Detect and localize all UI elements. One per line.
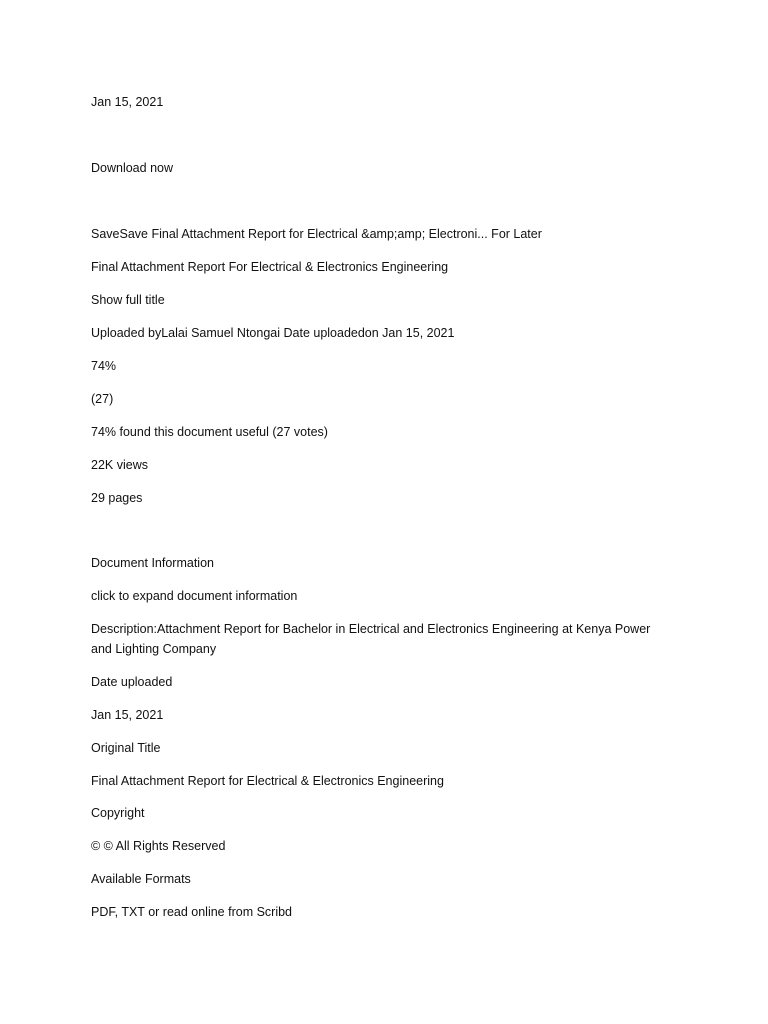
show-full-title-link[interactable] (91, 290, 671, 310)
download-now-link[interactable] (91, 158, 671, 178)
save-for-later-label[interactable]: SaveSave Final Attachment Report for Electrical &amp;amp; Electroni... For Later (91, 227, 542, 241)
upload-date: Jan 15, 2021 (91, 95, 164, 109)
original-title-value: Final Attachment Report for Electrical & Electronics Engineering (91, 774, 444, 788)
expand-document-information-label[interactable]: click to expand document information (91, 589, 298, 603)
view-count: 22K views (91, 458, 148, 472)
copyright-label: Copyright (91, 806, 145, 820)
useful-text: 74% found this document useful (27 votes) (91, 425, 328, 439)
original-title-label: Original Title (91, 741, 161, 755)
save-for-later-link[interactable] (91, 224, 671, 244)
uploaded-by-line: Uploaded byLalai Samuel Ntongai Date uploadedon Jan 15, 2021 (91, 326, 455, 340)
date-uploaded-label: Date uploaded (91, 675, 173, 689)
download-now-label[interactable]: Download now (91, 161, 173, 175)
document-information-heading: Document Information (91, 556, 214, 570)
available-formats-value: PDF, TXT or read online from Scribd (91, 905, 293, 919)
rating-percent[interactable]: 74% (91, 359, 117, 373)
show-full-title-label[interactable]: Show full title (91, 293, 165, 307)
expand-document-information-link[interactable] (91, 586, 671, 606)
document-title: Final Attachment Report For Electrical & Electronics Engineering (91, 260, 449, 274)
date-uploaded-value: Jan 15, 2021 (91, 708, 164, 722)
available-formats-label: Available Formats (91, 872, 191, 886)
document-description: Description:Attachment Report for Bachelor in Electrical and Electronics Engineering at Kenya Power and Lighting Company (91, 622, 651, 656)
rating-votes[interactable]: (27) (91, 392, 114, 406)
page-count: 29 pages (91, 491, 143, 505)
copyright-value: © © All Rights Reserved (91, 839, 226, 853)
